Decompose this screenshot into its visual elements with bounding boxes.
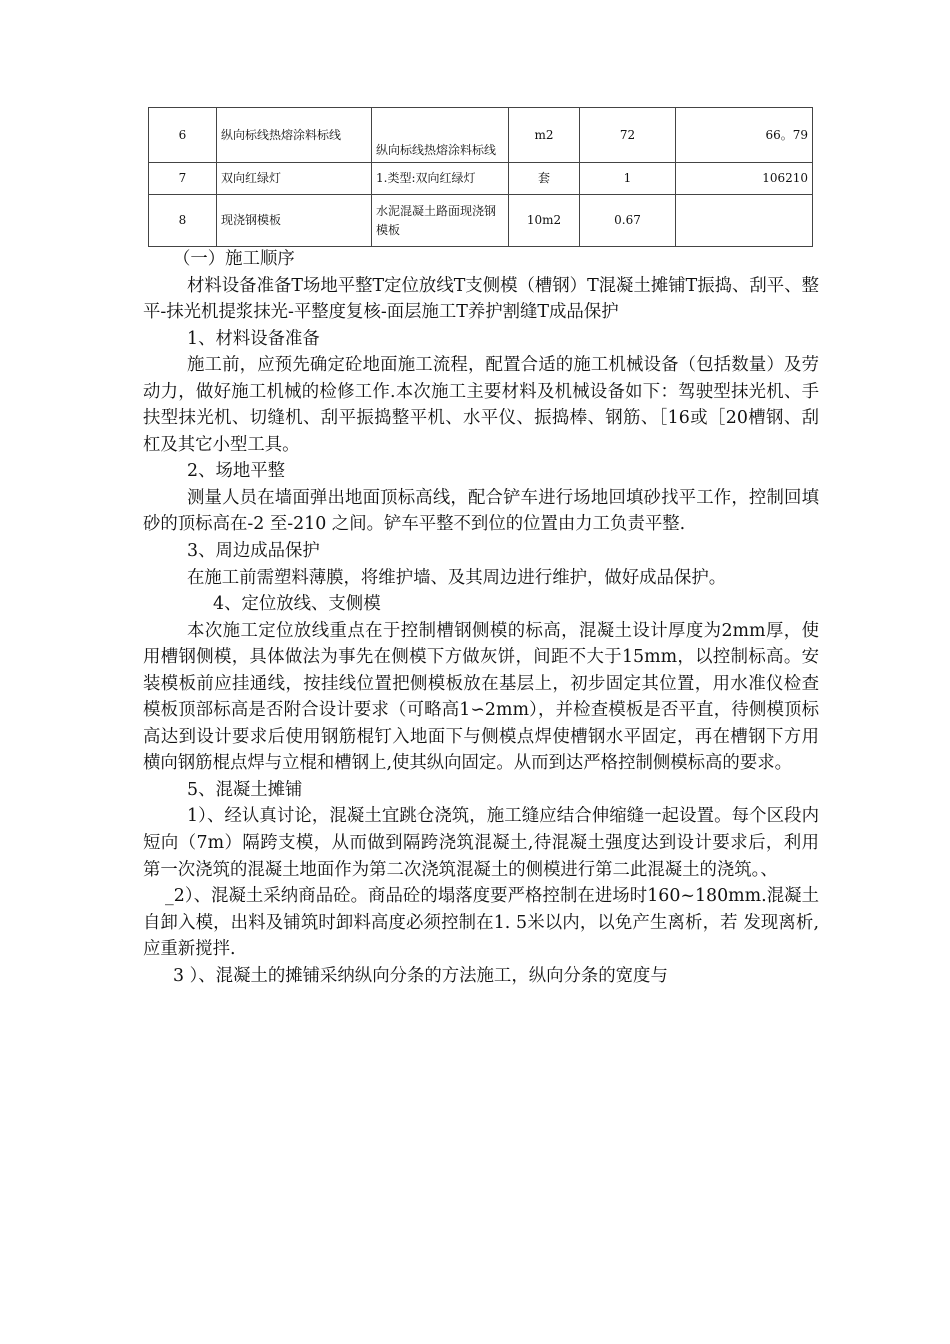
row-number: 7 <box>149 163 217 195</box>
subsection-heading: 2、场地平整 <box>187 461 286 482</box>
item-unit: 套 <box>509 163 580 195</box>
table-row <box>149 108 813 163</box>
quantity-table <box>148 107 813 247</box>
item-quantity: 1 <box>580 163 676 195</box>
item-price: 106210 <box>676 163 813 195</box>
paragraph: 施工前，应预先确定砼地面施工流程，配置合适的施工机械设备（包括数量）及劳动力，做好施工机械的检修工作.本次施工主要材料及机械设备如下：驾驶型抹光机、手扶型抹光机、切缝机、刮平振捣整平机、水平仪、振捣棒、钢筋、［16或［20槽钢、刮杠及其它小型工具。 <box>143 355 819 455</box>
item-description: 纵向标线热熔涂料标线 <box>372 108 509 163</box>
row-number: 6 <box>149 108 217 163</box>
table-row <box>149 195 813 247</box>
row-number: 8 <box>149 195 217 247</box>
item-quantity: 72 <box>580 108 676 163</box>
subsection-heading: 1、材料设备准备 <box>187 328 320 349</box>
item-unit: 10m2 <box>509 195 580 247</box>
section-heading: （一）施工顺序 <box>173 249 295 269</box>
item-name: 双向红绿灯 <box>217 163 372 195</box>
paragraph: 测量人员在墙面弹出地面顶标高线，配合铲车进行场地回填砂找平工作，控制回填砂的顶标高在-2 至-210 之间。铲车平整不到位的位置由力工负责平整. <box>143 487 819 535</box>
subsection-heading: 3、周边成品保护 <box>187 541 320 562</box>
item-name: 现浇钢模板 <box>217 195 372 247</box>
paragraph: 材料设备准备T场地平整T定位放线T支侧模（槽钢）T混凝土摊铺T振捣、刮平、整平-抹光机提浆抹光-平整度复核-面层施工T养护割缝T成品保护 <box>143 275 819 323</box>
item-price: 66。79 <box>676 108 813 163</box>
item-unit: m2 <box>509 108 580 163</box>
item-description: 1.类型:双向红绿灯 <box>372 163 509 195</box>
item-price <box>676 195 813 247</box>
body-text <box>143 246 819 989</box>
subsection-heading: 5、混凝土摊铺 <box>187 779 303 800</box>
item-quantity: 0.67 <box>580 195 676 247</box>
item-description: 水泥混凝土路面现浇钢模板 <box>372 195 509 247</box>
subsection-heading: 4、定位放线、支侧模 <box>213 594 381 615</box>
item-name: 纵向标线热熔涂料标线 <box>217 108 372 163</box>
paragraph: _2）、混凝土采纳商品砼。商品砼的塌落度要严格控制在进场时160~180mm.混凝土自卸入模，出料及铺筑时卸料高度必须控制在1. 5米以内，以免产生离析，若 发现离析,应重新搅拌. <box>143 886 819 960</box>
paragraph: 3 ）、混凝土的摊铺采纳纵向分条的方法施工，纵向分条的宽度与 <box>173 965 668 986</box>
paragraph: 在施工前需塑料薄膜，将维护墙、及其周边进行维护，做好成品保护。 <box>187 567 727 588</box>
paragraph: 本次施工定位放线重点在于控制槽钢侧模的标高，混凝土设计厚度为2mm厚，使用槽钢侧模，具体做法为事先在侧模下方做灰饼，间距不大于15mm，以控制标高。安装模板前应挂通线，按挂线位置把侧模板放在基层上，初步固定其位置，用水准仪检查模板顶部标高是否附合设计要求（可略高1∽2mm），并检查模板是否平直，待侧模顶标高达到设计要求后使用钢筋棍钉入地面下与侧模点焊使槽钢水平固定，再在槽钢下方用横向钢筋棍点焊与立棍和槽钢上,使其纵向固定。从而到达严格控制侧模标高的要求。 <box>143 620 819 774</box>
paragraph: 1）、经认真讨论，混凝土宜跳仓浇筑，施工缝应结合伸缩缝一起设置。每个区段内短向（7m）隔跨支模，从而做到隔跨浇筑混凝土,待混凝土强度达到设计要求后，利用第一次浇筑的混凝土地面作为第二次浇筑混凝土的侧模进行第二此混凝土的浇筑。、 <box>143 806 819 880</box>
table-row <box>149 163 813 195</box>
